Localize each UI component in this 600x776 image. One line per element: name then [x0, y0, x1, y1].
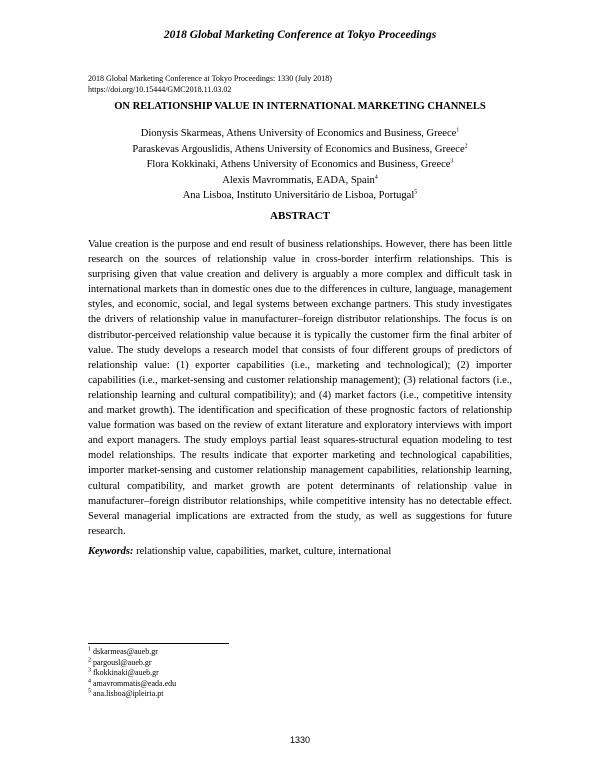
abstract-body	[88, 237, 512, 539]
page-number: 1330	[289, 735, 311, 745]
author-line	[0, 188, 600, 204]
keywords-text: relationship value, capabilities, market, culture, international	[133, 546, 392, 557]
abstract-heading: ABSTRACT	[270, 210, 330, 222]
running-head: 2018 Global Marketing Conference at Tokyo Proceedings	[163, 29, 437, 41]
footnote-email[interactable]: amavrommatis@eada.edu	[93, 678, 177, 688]
footnotes	[88, 647, 176, 700]
keywords-line	[88, 546, 512, 557]
author-line	[0, 126, 600, 142]
footnote-mark: 3	[450, 158, 454, 165]
footnote-mark: 4	[374, 174, 378, 181]
author-text: Alexis Mavrommatis, EADA, Spain	[222, 174, 375, 186]
footnote-mark: 4	[88, 678, 91, 685]
footnote-mark: 1	[88, 646, 91, 653]
footnote	[88, 679, 176, 690]
author-line	[0, 142, 600, 158]
footnote-mark: 5	[88, 688, 91, 695]
footnote	[88, 689, 176, 700]
author-text: Dionysis Skarmeas, Athens University of Economics and Business, Greece	[140, 128, 457, 139]
footnote-mark: 2	[464, 143, 468, 150]
author-line	[0, 157, 600, 173]
footnote-mark: 2	[88, 656, 91, 663]
footnote-email[interactable]: ana.lisboa@ipleiria.pt	[93, 689, 164, 699]
footnote-email[interactable]: pargousl@aueb.gr	[93, 657, 152, 667]
footnote-email[interactable]: fkokkinaki@aueb.gr	[93, 668, 159, 678]
footnote-mark: 5	[414, 189, 418, 196]
footnote-mark: 1	[456, 127, 460, 134]
abstract-paragraph: Value creation is the purpose and end result of business relationships. However, there has been little research on the sources of relationship value in cross-border interfirm relationships. This is surprising given that value creation and delivery is arguably a more complex and difficult task in international markets than in domestic ones due to the differences in culture, language, management styles, and economic, social, and legal systems between exchange partners. This study investigates the drivers of relationship value in manufacturer–foreign distributor relationships. The focus is on distributor-perceived relationship value because it is typically the customer firm the final arbiter of value. The study develops a research model that consists of four different groups of predictors of relationship value: (1) exporter capabilities (i.e., marketing and technological); (2) importer capabilities (i.e., market-sensing and customer relationship management); (3) relational factors (i.e., relationship learning and cultural compatibility); and (4) market factors (i.e., competitive intensity and market growth). The identification and specification of these prognostic factors of relationship value formation was based on the review of extant literature and exploratory interviews with import and export managers. The study employs partial least squares-structural equation modeling to test model relationships. The results indicate that exporter marketing and technological capabilities, importer market-sensing and customer relationship management capabilities, relationship learning, cultural compatibility, and market growth are potent determinants of relationship value in manufacturer–foreign distributor relationships, while competitive intensity has no detectable effect. Several managerial implications are extracted from the study, as well as suggestions for future research.	[88, 239, 512, 537]
footnote	[88, 647, 176, 658]
author-text: Paraskevas Argouslidis, Athens University of Economics and Business, Greece	[132, 143, 465, 155]
citation-block	[88, 73, 332, 95]
citation-line: 2018 Global Marketing Conference at Tokyo Proceedings: 1330 (July 2018)	[88, 74, 332, 83]
footnote-email[interactable]: dskarmeas@aueb.gr	[93, 647, 158, 656]
paper-title: ON RELATIONSHIP VALUE IN INTERNATIONAL MARKETING CHANNELS	[114, 101, 486, 112]
author-line	[0, 173, 600, 189]
keywords-label: Keywords:	[88, 546, 134, 557]
footnote-rule	[88, 643, 229, 644]
author-list	[0, 126, 600, 204]
footnote	[88, 658, 176, 669]
footnote-mark: 3	[88, 667, 91, 674]
author-text: Flora Kokkinaki, Athens University of Economics and Business, Greece	[146, 159, 451, 171]
author-text: Ana Lisboa, Instituto Universitário de Lisboa, Portugal	[182, 190, 415, 202]
footnote	[88, 668, 176, 679]
doi-link[interactable]: https://doi.org/10.15444/GMC2018.11.03.02	[88, 85, 232, 94]
